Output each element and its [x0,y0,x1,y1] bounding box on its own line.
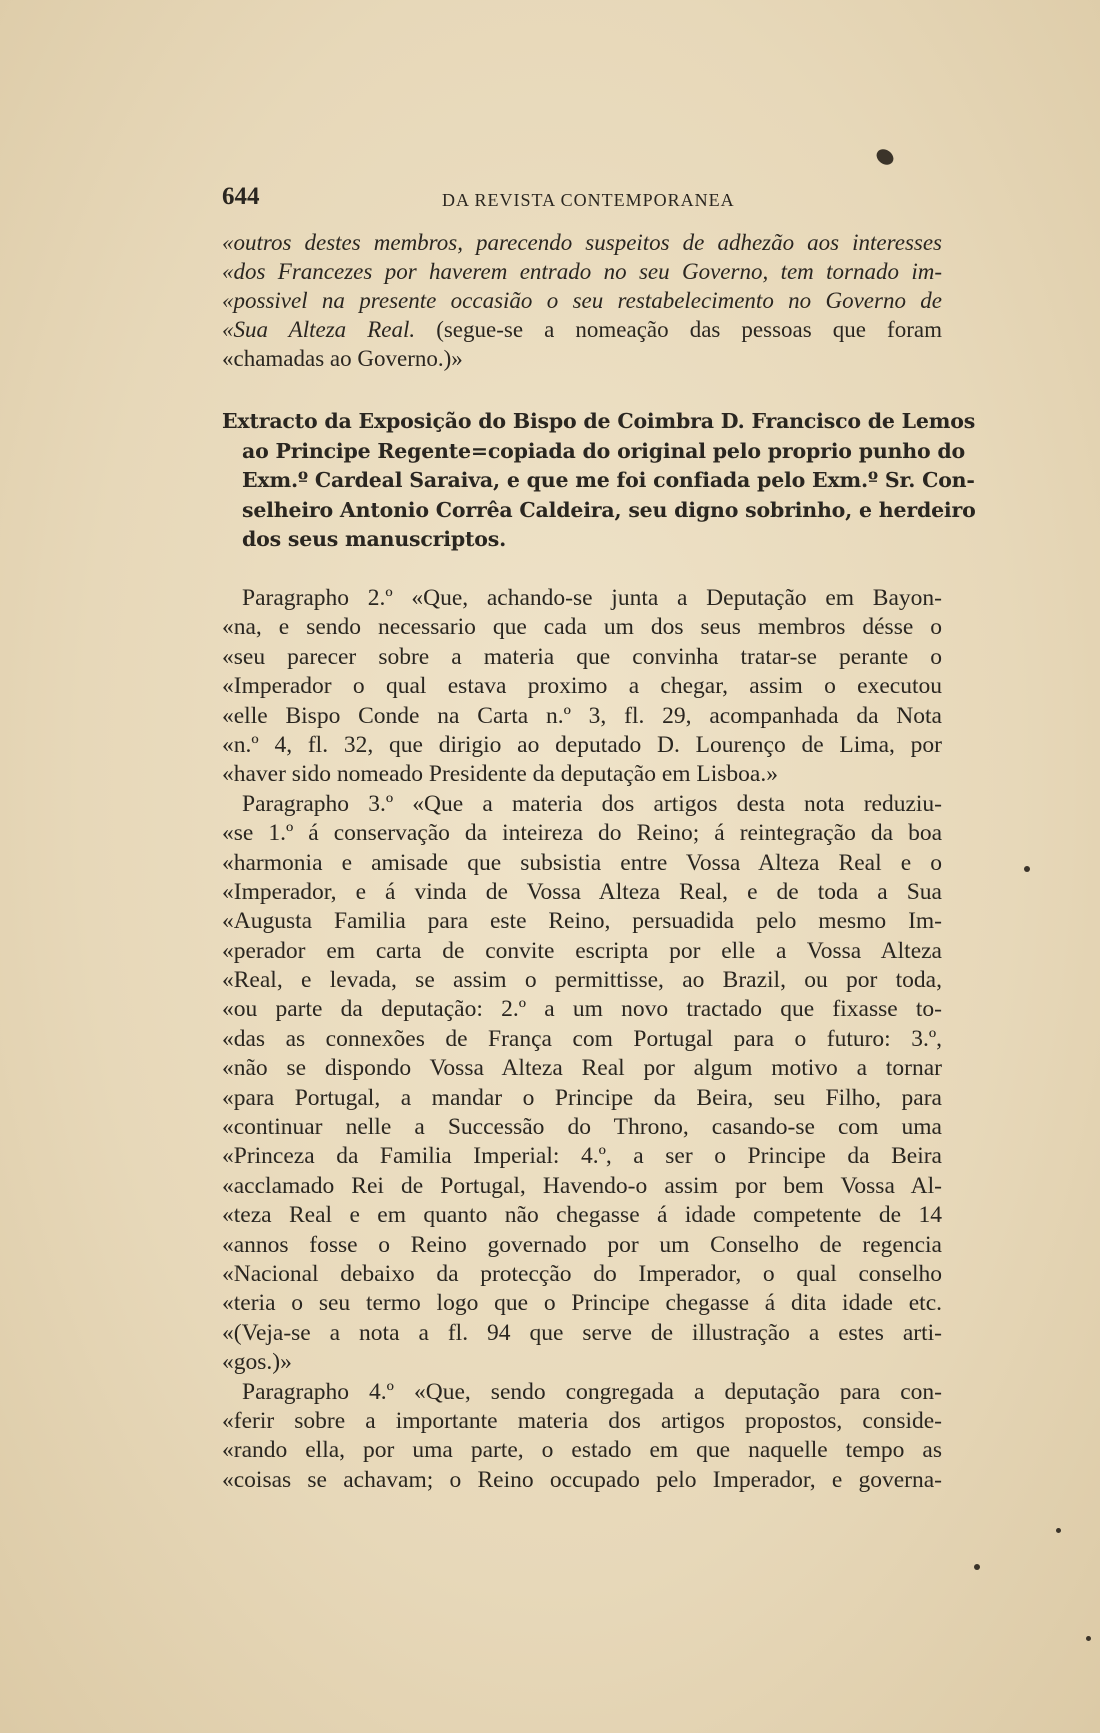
roman-text: «chamadas ao Governo.)» [222,346,463,371]
ink-speck [1086,1636,1091,1641]
page-header [222,183,940,213]
text-line: «n.º 4, fl. 32, que dirigio ao deputado D. Lourenço de Lima, por [222,731,942,758]
text-line: «Real, e levada, se assim o permittisse, ao Brazil, ou por toda, [222,967,942,994]
text-line: «teria o seu termo logo que o Principe chegasse á dita idade etc. [222,1290,942,1317]
running-head: DA REVISTA CONTEMPORANEA [442,190,735,210]
extract-line: ao Principe Regente=copiada do original pelo proprio punho do [242,438,965,463]
text-line: «acclamado Rei de Portugal, Havendo-o assim por bem Vossa Al- [222,1172,942,1199]
ink-speck [1056,1528,1061,1533]
ink-speck [874,146,897,168]
text-line: «na, e sendo necessario que cada um dos seus membros désse o [222,614,942,641]
text-line: «Augusta Familia para este Reino, persuadida pelo mesmo Im- [222,908,942,935]
text-line: «(Veja-se a nota a fl. 94 que serve de illustração a estes arti- [222,1319,942,1346]
text-line: «Nacional debaixo da protecção do Imperador, o qual conselho [222,1260,942,1287]
italic-text: «Sua Alteza Real. [222,317,416,342]
roman-text: (segue-se a nomeação das pessoas que foram [415,317,942,342]
text-line: «annos fosse o Reino governado por um Conselho de regencia [222,1231,942,1258]
quoted-italic-block [222,228,942,373]
text-line: «se 1.º á conservação da inteireza do Reino; á reintegração da boa [222,820,942,847]
text-line: Paragrapho 2.º «Que, achando-se junta a Deputação em Bayon- [242,585,942,611]
italic-text: «dos Francezes por haverem entrado no seu Governo, tem tornado im- [222,259,942,284]
body-text [222,584,942,1495]
text-line: «elle Bispo Conde na Carta n.º 3, fl. 29, acompanhada da Nota [222,702,942,729]
text-line: «das as connexões de França com Portugal para o futuro: 3.º, [222,1025,942,1052]
text-line: «perador em carta de convite escripta por elle a Vossa Alteza [222,937,942,964]
text-line [222,315,942,344]
text-line: «ou parte da deputação: 2.º a um novo tractado que fixasse to- [222,996,942,1023]
italic-text: «outros destes membros, parecendo suspeitos de adhezão aos interesses [222,230,942,255]
text-line: «Imperador o qual estava proximo a chegar, assim o executou [222,673,942,700]
text-line [222,228,942,257]
extract-line: selheiro Antonio Corrêa Caldeira, seu digno sobrinho, e herdeiro [242,497,976,522]
text-line [222,257,942,286]
extract-line: dos seus manuscriptos. [242,527,507,551]
text-line: «rando ella, por uma parte, o estado em que naquelle tempo as [222,1437,942,1464]
text-line: «haver sido nomeado Presidente da deputação em Lisboa.» [222,761,778,788]
text-line: «não se dispondo Vossa Alteza Real por algum motivo a tornar [222,1055,942,1082]
italic-text: «possivel na presente occasião o seu restabelecimento no Governo de [222,288,942,313]
page-number: 644 [222,183,260,210]
text-line: «Princeza da Familia Imperial: 4.º, a ser o Principe da Beira [222,1143,942,1170]
text-line [222,286,942,315]
text-line: «harmonia e amisade que subsistia entre Vossa Alteza Real e o [222,849,942,876]
extract-line: Extracto da Exposição do Bispo de Coimbra D. Francisco de Lemos [222,409,976,433]
text-line: «gos.)» [222,1349,292,1376]
ink-speck [974,1564,980,1570]
text-line: «continuar nelle a Successão do Throno, casando-se com uma [222,1114,942,1141]
extract-line: Exm.º Cardeal Saraiva, e que me foi confiada pelo Exm.º Sr. Con- [242,468,975,492]
text-line: «Imperador, e á vinda de Vossa Alteza Real, e de toda a Sua [222,878,942,905]
ink-speck [1024,866,1030,872]
text-line: «teza Real e em quanto não chegasse á idade competente de 14 [222,1202,942,1229]
text-line: «ferir sobre a importante materia dos artigos propostos, conside- [222,1407,942,1434]
text-line: «seu parecer sobre a materia que convinha tratar-se perante o [222,643,942,670]
text-line: Paragrapho 3.º «Que a materia dos artigos desta nota reduziu- [242,790,942,817]
extract-heading [222,407,976,555]
text-line: Paragrapho 4.º «Que, sendo congregada a deputação para con- [242,1378,942,1405]
text-line [222,344,942,373]
text-line: «para Portugal, a mandar o Principe da Beira, seu Filho, para [222,1084,942,1111]
text-line: «coisas se achavam; o Reino occupado pelo Imperador, e governa- [222,1466,942,1493]
